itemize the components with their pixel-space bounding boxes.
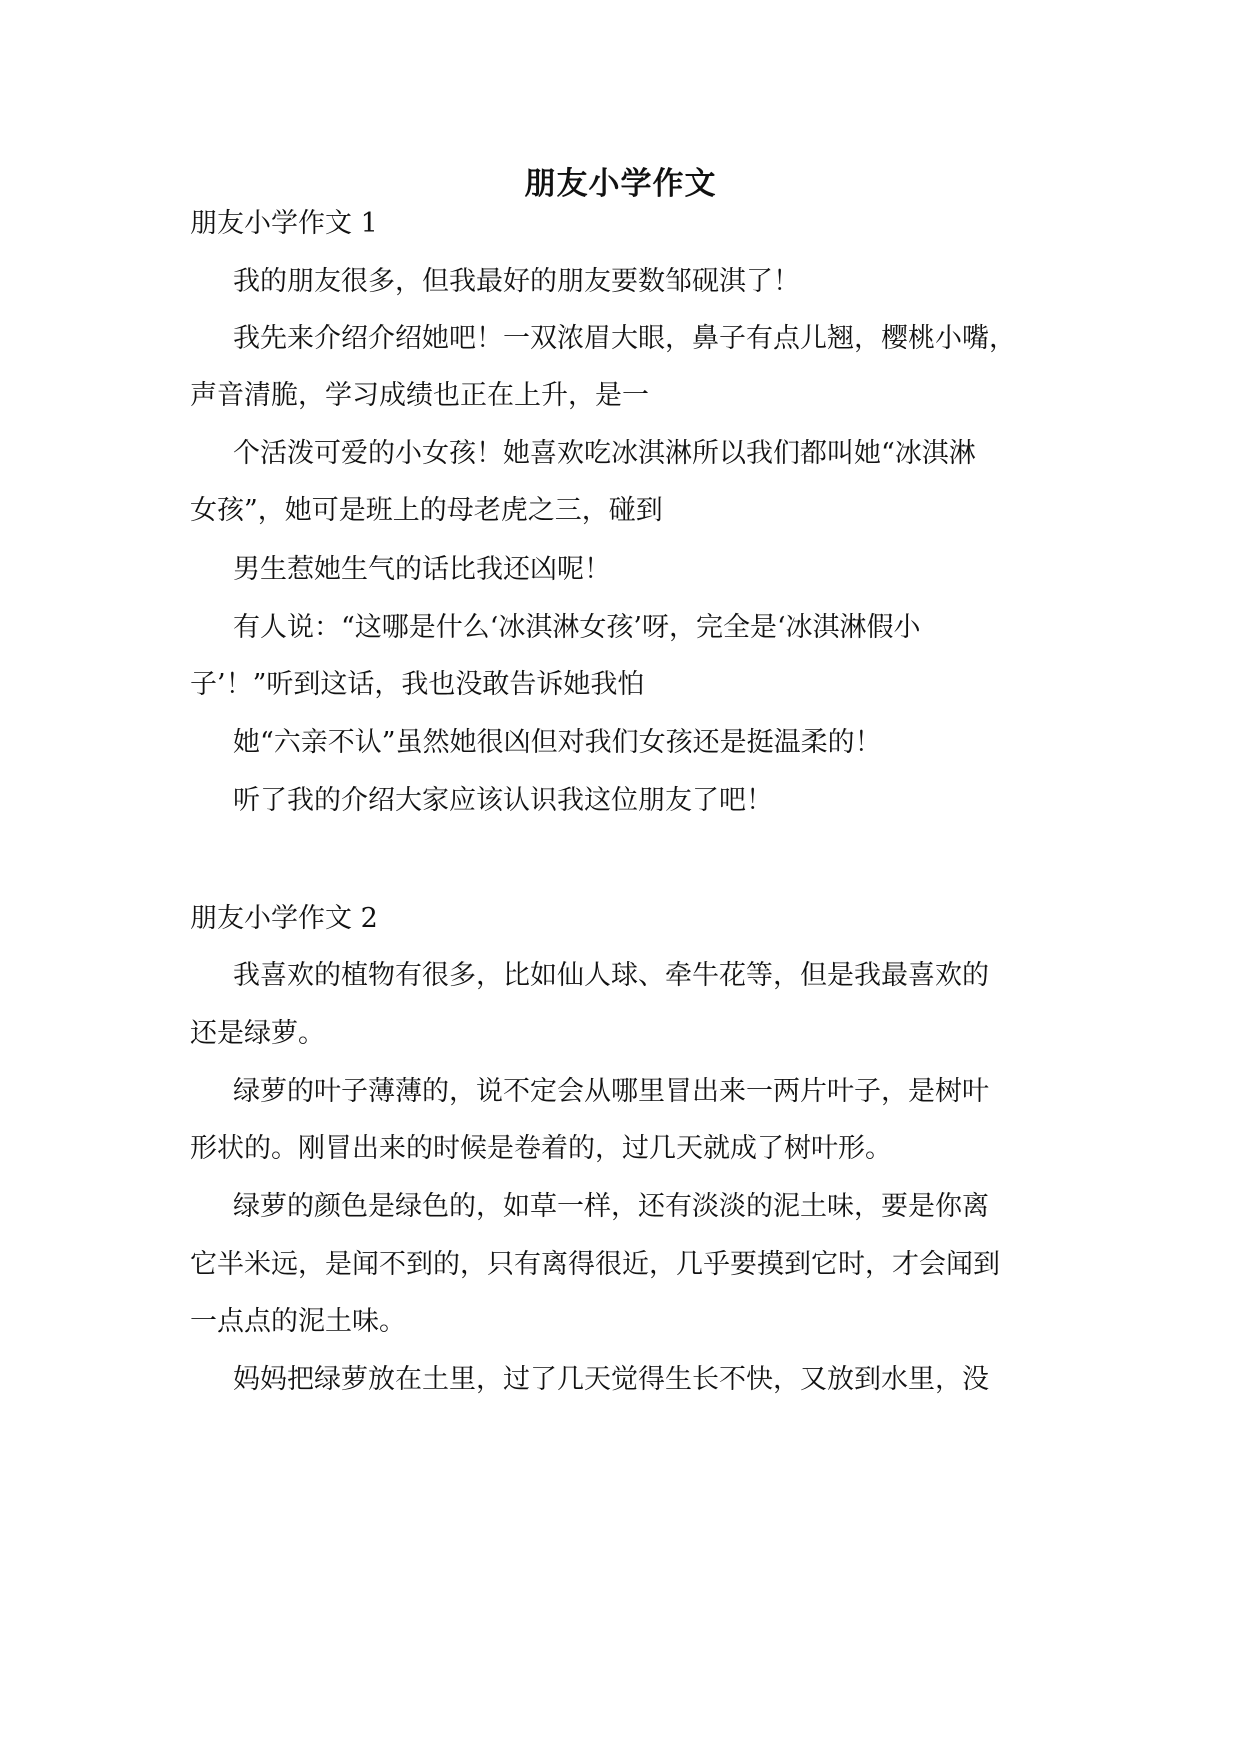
paragraph-line: 个活泼可爱的小女孩！她喜欢吃冰淇淋所以我们都叫她“冰淇淋: [233, 438, 976, 469]
paragraph-line: 我喜欢的植物有很多，比如仙人球、牵牛花等，但是我最喜欢的: [233, 960, 989, 991]
paragraph-line: 它半米远，是闻不到的，只有离得很近，几乎要摸到它时，才会闻到: [190, 1249, 1000, 1280]
paragraph-line: 子’！”听到这话，我也没敢告诉她我怕: [190, 669, 645, 700]
paragraph-line: 形状的。刚冒出来的时候是卷着的，过几天就成了树叶形。: [190, 1133, 892, 1164]
paragraph-line: 还是绿萝。: [190, 1018, 325, 1049]
document-title: 朋友小学作文: [524, 166, 717, 202]
section-heading: 朋友小学作文 1: [190, 208, 378, 239]
paragraph-line: 声音清脆，学习成绩也正在上升，是一: [190, 380, 649, 411]
paragraph-line: 我的朋友很多，但我最好的朋友要数邹砚淇了！: [233, 266, 800, 297]
paragraph-line: 有人说：“这哪是什么‘冰淇淋女孩’呀，完全是‘冰淇淋假小: [233, 612, 921, 643]
paragraph-line: 我先来介绍介绍她吧！一双浓眉大眼，鼻子有点儿翘，樱桃小嘴，: [233, 323, 1016, 354]
paragraph-line: 男生惹她生气的话比我还凶呢！: [233, 554, 611, 585]
section-heading: 朋友小学作文 2: [190, 903, 378, 934]
paragraph-line: 听了我的介绍大家应该认识我这位朋友了吧！: [233, 785, 773, 816]
paragraph-line: 绿萝的叶子薄薄的，说不定会从哪里冒出来一两片叶子，是树叶: [233, 1076, 989, 1107]
paragraph-line: 女孩”，她可是班上的母老虎之三，碰到: [190, 495, 663, 526]
paragraph-line: 妈妈把绿萝放在土里，过了几天觉得生长不快，又放到水里，没: [233, 1364, 989, 1395]
paragraph-line: 一点点的泥土味。: [190, 1306, 406, 1337]
paragraph-line: 绿萝的颜色是绿色的，如草一样，还有淡淡的泥土味，要是你离: [233, 1191, 989, 1222]
paragraph-line: 她“六亲不认”虽然她很凶但对我们女孩还是挺温柔的！: [233, 727, 882, 758]
